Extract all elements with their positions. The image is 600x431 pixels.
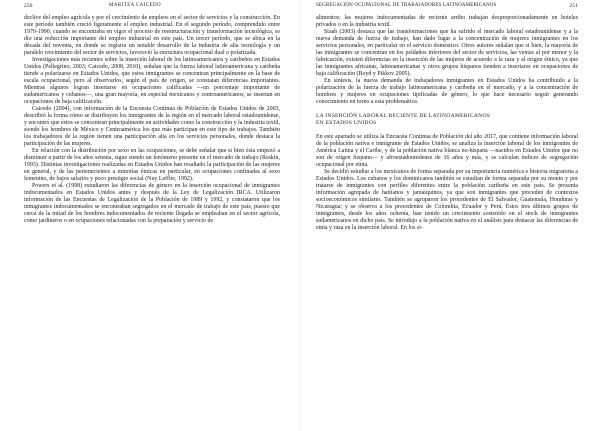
page-gutter bbox=[299, 0, 300, 431]
body-paragraph: En síntesis, la nueva demanda de trabajadores inmigrantes en Estados Unidos ha contribuido a la polarización de la fuerza de trabajo latinoamericana y caribeña en el mercado, y a la concentración de hombres y mujeres en ocupaciones tipificadas de género, lo que hace necesario seguir generando conocimiento en torno a esta problemática. bbox=[316, 78, 578, 106]
body-paragraph: Investigaciones más recientes sobre la inserción laboral de los latinoamericanos y caribeños en Estados Unidos (Pellegrino, 2003; Caicedo, 2008, 2010), señalan que la fuerza laboral latinoamericana y caribeña tiende a polarizarse en Estados Unidos, que estos inmigrantes se concentran principalmente en la base de escala ocupacional, pero al observarlos, según el país de origen, se constatan diferencias importantes. Mientras algunos logran insertarse en ocupaciones calificadas —un porcentaje importante de sudamericanos y cubanos—, una gran mayoría, en especial mexicanos y centroamericanos, se insertan en ocupaciones de baja calificación. bbox=[24, 57, 280, 106]
body-paragraph: Staab (2003) destaca que las transformaciones que ha sufrido el mercado laboral estadounidense y a la nueva demanda de fuerza de trabajo, han dado lugar a la concentración de mujeres inmigrantes en los servicios personales, en particular en el servicio doméstico. Otros autores señalan que si bien, la mayoría de las inmigrantes se concentran en los peldaños inferiores del sector de servicios, las ventas al por menor y la fabricación, existen diferencias en la inserción de las mujeres de acuerdo a la raza y al origen étnico, ya que las inmigrantes africanas, latinoamericanas y otros grupos hispanos tienden a insertarse en ocupaciones de baja calificación (Boyd y Pikkov 2005). bbox=[316, 29, 578, 78]
section-heading bbox=[316, 113, 578, 127]
body-paragraph: Se decidió estudiar a los mexicanos de forma separada por su importancia numérica e historia migratoria a Estados Unidos. Los cubanos y los dominicanos también se estudian de forma separada por su monto y por tratarse de inmigrantes con perfiles diferentes entre la población caribeña en este país. Se presenta información agrupada de haitianos y jamaiquinos, ya que son inmigrantes que proceden de contextos socioeconómicos similares. También se agruparon los procedentes de El Salvador, Guatemala, Honduras y Nicaragua; y se observa a los procedentes de Colombia, Ecuador y Perú. Estos tres últimos grupos de inmigrantes, desde los años ochenta, han tenido un crecimiento sostenido en el stock de inmigrantes sudamericanos en dicho país. Se introdujo a la población nativa en el análisis para destacar las diferencias de etnia y raza en la inserción laboral. En los si- bbox=[316, 169, 578, 232]
section-heading-line-1: LA INSERCIÓN LABORAL RECIENTE DE LATINOAMERICANOS bbox=[316, 113, 491, 120]
body-paragraph: Powers et al. (1998) estudiaron las diferencias de género en la inserción ocupacional de inmigrantes indocumentados en Estados Unidos antes y después de la Ley de Legalización IRCA. Utilizaron información de las Encuestas de Legalización de la Población de 1989 y 1992, y constataron que los inmigrantes indocumentados se encontraban segregados en el mercado de trabajo de este país, puesto que cerca de la mitad de los hombres indocumentados de reciente llegada se empleaban en el sector agrícola, como jardineros o en ocupaciones relacionadas con la preparación y servicio de bbox=[24, 183, 280, 225]
body-paragraph: declive del empleo agrícola y por el crecimiento de empleos en el sector de servicios y la construcción. En este período también creció ligeramente el empleo industrial. En el segundo período, comprendido entre 1970-1990, cuando se encontraba en vigor el proceso de reestructuración y transformación tecnológica, se dio una reducción importante del empleo industrial en este país. Un tercer período, que se ubica en la década del noventa, en donde se registra un notable desarrollo de la industria de alta tecnología y un paralelo crecimiento del sector de servicios, favoreció la estructura ocupacional dual o polarizada. bbox=[24, 15, 280, 57]
left-page-number: 250 bbox=[24, 3, 33, 9]
left-page-body bbox=[24, 15, 280, 225]
right-running-head: SEGREGACIÓN OCUPACIONAL DE TRABAJADORES LATINOAMERICANOS bbox=[316, 3, 497, 8]
right-page bbox=[316, 0, 578, 431]
left-page bbox=[24, 0, 280, 431]
right-page-number: 251 bbox=[569, 3, 578, 9]
body-paragraph: En este apartado se utiliza la Encuesta Continua de Población del año 2017, que contiene información laboral de la población nativa e inmigrante de Estados Unidos, se analiza la inserción laboral de los inmigrantes de América Latina y el Caribe, y de la población nativa blanca no-hispana —nacidos en Estados Unidos que no son de origen hispano— y afroestadounidense de 16 años y más, y se calculan índices de segregación ocupacional por etnia. bbox=[316, 134, 578, 169]
right-page-header bbox=[316, 3, 578, 13]
body-paragraph: Caicedo (2004), con información de la Encuesta Continua de Población de Estados Unidos de 2003, describió la forma cómo se distribuyen los inmigrantes de la región en el mercado laboral estadounidense, y encontró que éstos se concentran principalmente en actividades como la construcción y la industria textil, siendo los hombres de México y Centroamérica los que más participan en este tipo de trabajos. También los trabajadores de la región tienen una participación alta en los servicios personales, donde destaca la participación de las mujeres. bbox=[24, 106, 280, 148]
body-paragraph: En relación con la distribución por sexo en las ocupaciones, se debe señalar que si bien ésta empezó a disminuir a partir de los años setenta, sigue siendo un fenómeno presente en el mercado de trabajo (Reskin, 1993). Distintas investigaciones realizadas en Estados Unidos han resaltado la participación de las mujeres en general, y de las pertenecientes a minorías étnicas en particular, en ocupaciones confinadas al sexo femenino, de bajos salarios y poco prestigio social (Nuy Leffler, 1992). bbox=[24, 148, 280, 183]
body-paragraph: alimentos; las mujeres indocumentadas de reciente arribo trabajan desproporcionadamente en hoteles privados o en la industria textil. bbox=[316, 15, 578, 29]
left-running-head: MARITZA CAICEDO bbox=[109, 3, 161, 8]
left-page-header bbox=[24, 3, 280, 13]
section-heading-line-2: EN ESTADOS UNIDOS bbox=[316, 120, 377, 127]
right-page-body bbox=[316, 15, 578, 232]
